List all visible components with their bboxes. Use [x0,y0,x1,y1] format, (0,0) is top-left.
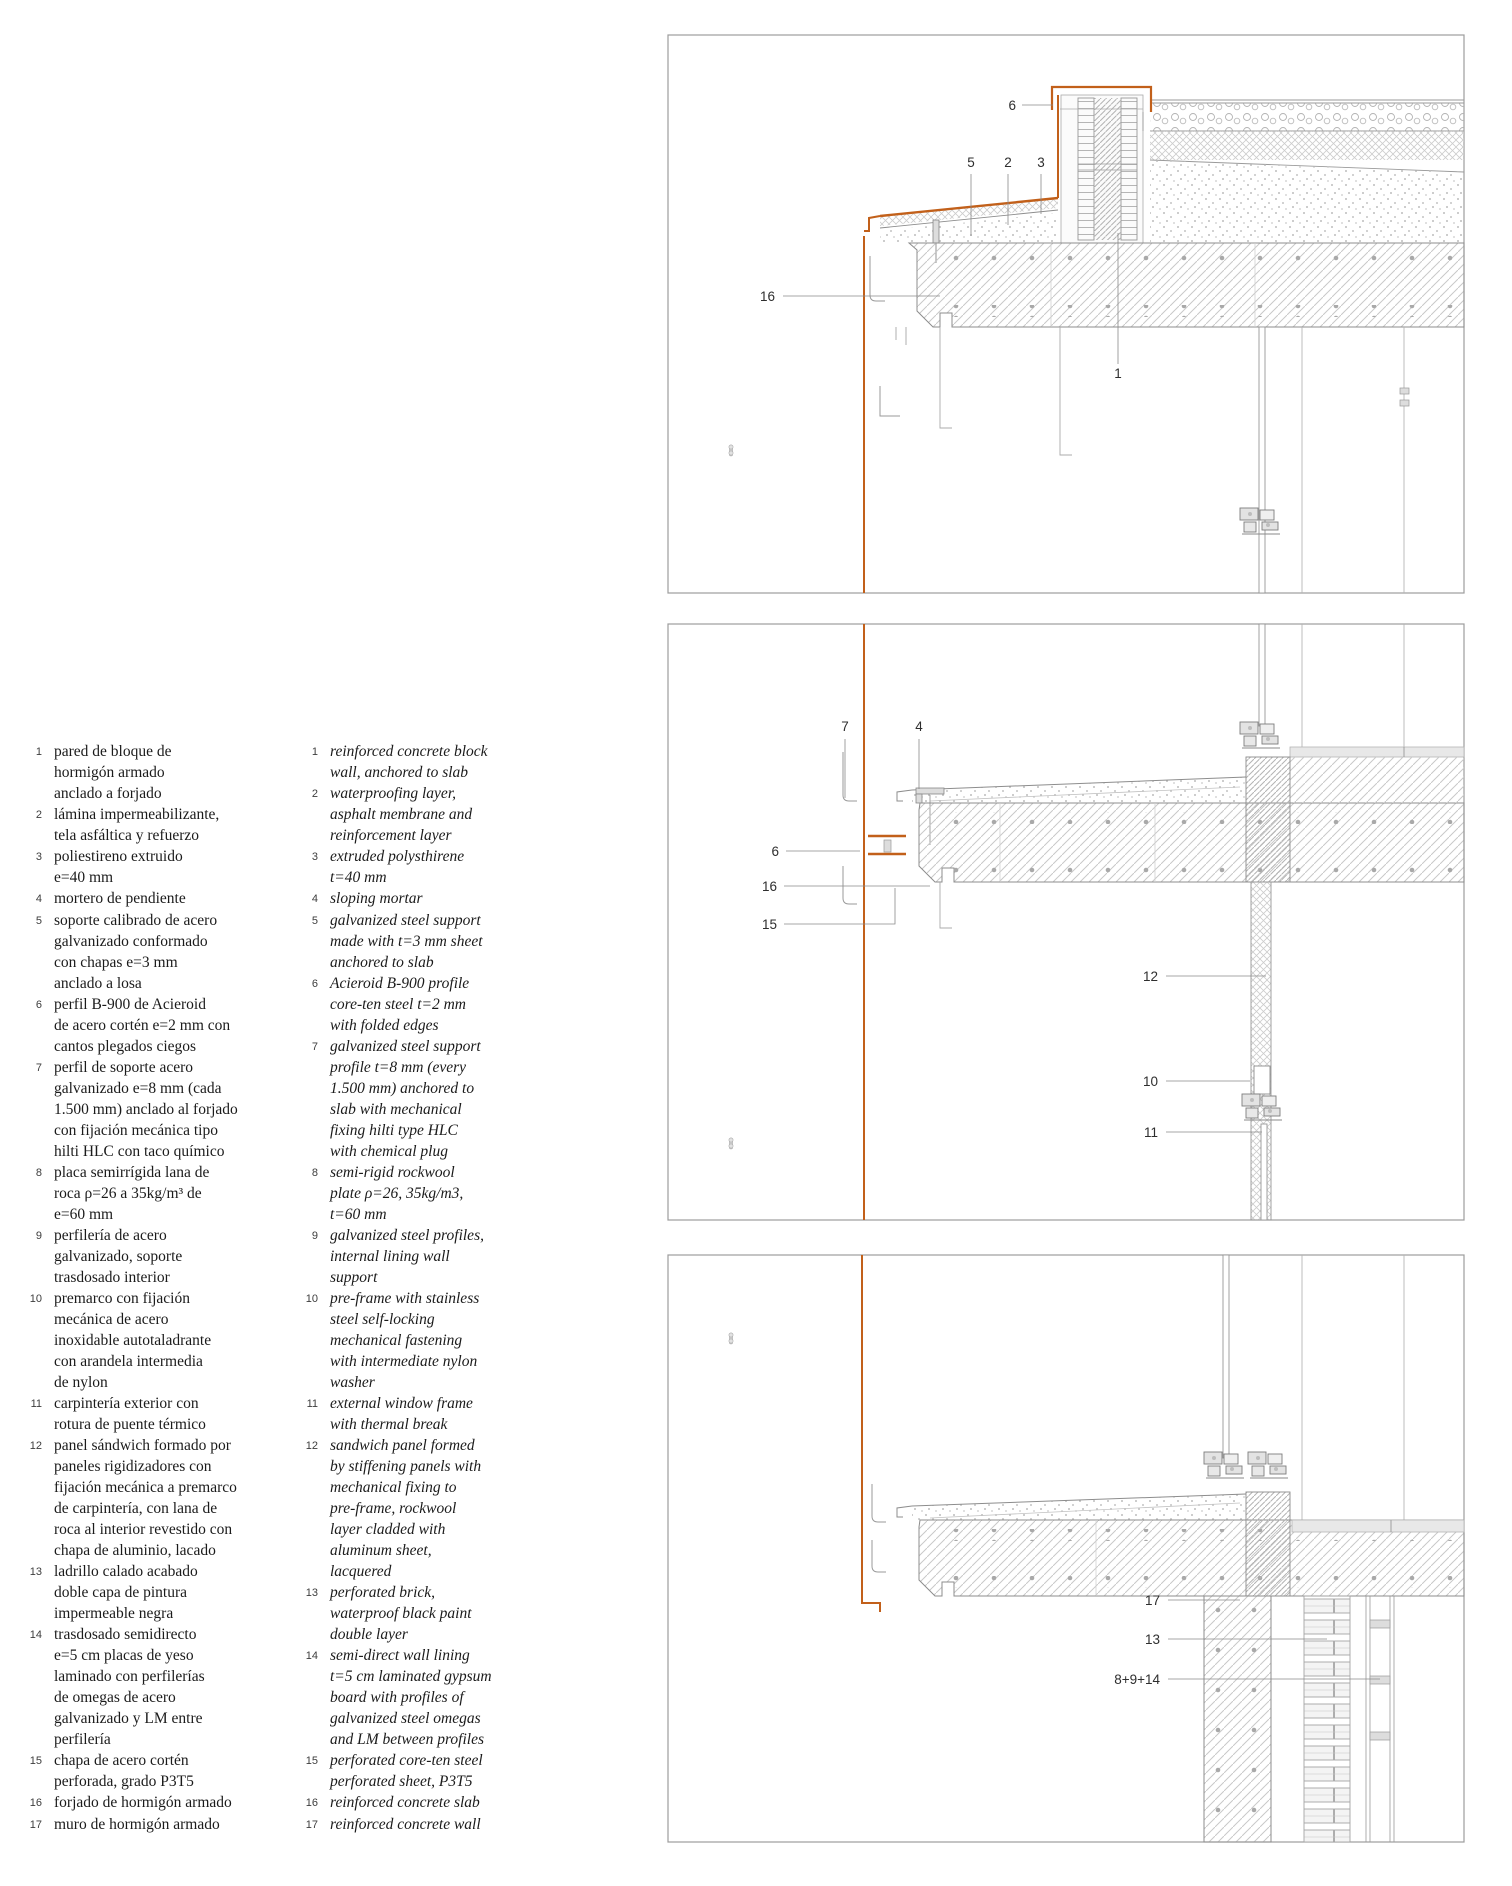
legend-item-text: carpintería exterior con rotura de puente térmico [54,1395,206,1433]
legend-item-number: 3 [311,851,318,863]
suspension-pin [729,1138,733,1149]
legend-item-text: reinforced concrete slab [330,1794,480,1811]
legend-item-number: 5 [311,915,318,927]
drawing-frame [668,624,1464,1220]
legend-item-text: galvanized steel support profile t=8 mm (every 1.500 mm) anchored to slab with mechanical fixing hilti type HLC with chemical plug [330,1038,481,1160]
legend-item-number: 6 [35,999,42,1011]
legend-item-number: 17 [305,1819,318,1831]
legend-item-number: 11 [306,1398,318,1410]
gravel-layer [1150,103,1464,131]
window-glazing [1261,1124,1267,1220]
legend-item-text: Acieroid B-900 profile core-ten steel t=2 mm with folded edges [330,975,470,1034]
legend-item-text: premarco con fijación mecánica de acero inoxidable autotaladrante con arandela intermedia de nylon [54,1290,212,1391]
legend-item-number: 2 [35,809,42,821]
drawing-window-sill-detail [668,1255,1464,1842]
legend-item-number: 14 [29,1629,42,1641]
interior-screed [1290,757,1464,803]
legend-item-number: 4 [311,893,318,905]
legend-item-number: 8 [311,1167,318,1179]
legend-item-number: 10 [29,1293,42,1305]
legend-item-number: 4 [35,893,42,905]
parapet-wall [1052,87,1151,243]
legend-item-text: soporte calibrado de acero galvanizado conformado con chapas e=3 mm anclado a losa [54,912,218,992]
legend-item-text: perfil de soporte acero galvanizado e=8 mm (cada 1.500 mm) anclado al forjado con fijación mecánica tipo hilti HLC con taco químico [54,1059,238,1160]
legend-item-text: sandwich panel formed by stiffening panels with mechanical fixing to pre-frame, rockwool layer cladded with aluminum sheet, lacquered [330,1437,482,1580]
legend-item-text: chapa de acero cortén perforada, grado P3T5 [54,1752,194,1790]
drawing-roof-parapet-detail [668,35,1464,593]
callout-label-15: 15 [761,917,777,932]
concrete-slab [919,803,1464,882]
legend-item-number: 16 [29,1797,42,1809]
window-mullion [1259,327,1265,593]
legend-item-number: 3 [35,851,42,863]
sloping-mortar [1150,160,1464,243]
b900-profile-strip [1121,98,1137,240]
callout-label-3: 3 [1037,155,1045,170]
legend-item-number: 6 [311,978,318,990]
legend-item-number: 1 [311,746,318,758]
legend-item-text: perforated brick, waterproof black paint double layer [330,1584,472,1643]
legend-item-number: 13 [305,1587,318,1599]
legend-item-text: pre-frame with stainless steel self-locking mechanical fastening with intermediate nylon washer [330,1290,480,1391]
legend-item-text: lámina impermeabilizante, tela asfáltica y refuerzo [54,806,220,844]
legend-item-number: 15 [305,1755,318,1767]
legend-item-number: 7 [35,1062,42,1074]
interior-floor-finish [1292,1520,1464,1532]
legend-item-number: 12 [305,1440,318,1452]
legend-item-text: reinforced concrete block wall, anchored to slab [330,743,488,781]
callout-label-16: 16 [761,879,777,894]
legend-item-number: 14 [305,1650,318,1662]
callout-label-4: 4 [915,719,923,734]
legend-item-text: mortero de pendiente [54,890,186,907]
callout-label-6: 6 [771,844,779,859]
concrete-upstand [1246,757,1290,882]
callout-label-12: 12 [1142,969,1158,984]
legend-item-number: 9 [35,1230,42,1242]
callout-label-7: 7 [841,719,849,734]
legend-item-text: galvanized steel support made with t=3 mm sheet anchored to slab [330,912,483,971]
legend-item-number: 13 [29,1566,42,1578]
window-glazing [1223,1255,1229,1458]
edge-fastener [884,840,891,852]
legend-item-text: external window frame with thermal break [330,1395,473,1433]
suspension-pin [729,1333,733,1344]
callout-label-13: 13 [1144,1632,1160,1647]
legend-item-number: 5 [35,915,42,927]
legend-item-number: 16 [305,1797,318,1809]
concrete-block-core [1094,98,1121,240]
legend-item-number: 2 [311,788,318,800]
brick-cladding [1304,1596,1350,1842]
callout-label-5: 5 [967,155,975,170]
legend-item-text: placa semirrígida lana de roca ρ=26 a 35kg/m³ de e=60 mm [54,1164,210,1223]
legend-item-text: galvanized steel profiles, internal lining wall support [330,1227,484,1286]
roof-terrace-layers [1150,100,1464,243]
legend-item-number: 10 [305,1293,318,1305]
suspension-pin [729,445,733,456]
steel-support-angle [916,788,944,794]
callout-label-2: 2 [1004,155,1012,170]
legend-item-text: semi-rigid rockwool plate ρ=26, 35kg/m3, t=60 mm [330,1164,464,1223]
legend-item-text: waterproofing layer, asphalt membrane and reinforcement layer [330,785,473,844]
legend-item-text: ladrillo calado acabado doble capa de pintura impermeable negra [54,1563,198,1622]
callout-label-1: 1 [1114,366,1122,381]
concrete-slab [909,243,1464,327]
callout-label-8+9+14: 8+9+14 [1114,1672,1160,1687]
legend-item-number: 11 [30,1398,42,1410]
legend-item-text: perfilería de acero galvanizado, soporte trasdosado interior [54,1227,183,1286]
callout-label-17: 17 [1144,1593,1160,1608]
legend-item-number: 12 [29,1440,42,1452]
steel-support-plate [933,220,939,243]
callout-label-10: 10 [1142,1074,1158,1089]
legend-item-number: 17 [29,1819,42,1831]
legend-item-text: reinforced concrete wall [330,1816,481,1833]
b900-profile-strip [1078,98,1094,240]
legend-item-number: 15 [29,1755,42,1767]
legend-item-text: semi-direct wall lining t=5 cm laminated gypsum board with profiles of galvanized steel omegas and LM between profiles [330,1647,492,1748]
callout-label-16: 16 [759,289,775,304]
window-mullion [1259,624,1265,726]
legend-item-text: forjado de hormigón armado [54,1794,232,1811]
insulation-layer [1150,131,1464,160]
concrete-upstand [1246,1492,1290,1596]
interior-floor-finish [1290,747,1464,757]
legend-item-text: muro de hormigón armado [54,1816,220,1833]
legend-item-text: perforated core-ten steel perforated sheet, P3T5 [330,1752,483,1790]
legend-item-text: poliestireno extruido e=40 mm [54,848,183,886]
legend-item-number: 9 [311,1230,318,1242]
legend-item-number: 7 [311,1041,318,1053]
legend-item-text: panel sándwich formado por paneles rigidizadores con fijación mecánica a premarco de carpintería, con lana de roca al interior revestido con chapa de aluminio, lacado [54,1437,237,1559]
drawing-window-head-detail [668,624,1464,1220]
callout-label-6: 6 [1008,98,1016,113]
legend-item-text: extruded polysthirene t=40 mm [330,848,465,886]
callout-label-11: 11 [1143,1125,1158,1140]
pre-frame [1254,1066,1270,1094]
legend-item-text: pared de bloque de hormigón armado anclado a forjado [54,743,172,802]
legend-item-text: trasdosado semidirecto e=5 cm placas de yeso laminado con perfilerías de omegas de acero galvanizado y LM entre perfilería [54,1626,205,1748]
legend-item-text: sloping mortar [330,890,423,907]
legend-item-text: perfil B-900 de Acieroid de acero cortén e=2 mm con cantos plegados ciegos [54,996,231,1055]
legend-item-number: 1 [35,746,42,758]
legend-item-number: 8 [35,1167,42,1179]
